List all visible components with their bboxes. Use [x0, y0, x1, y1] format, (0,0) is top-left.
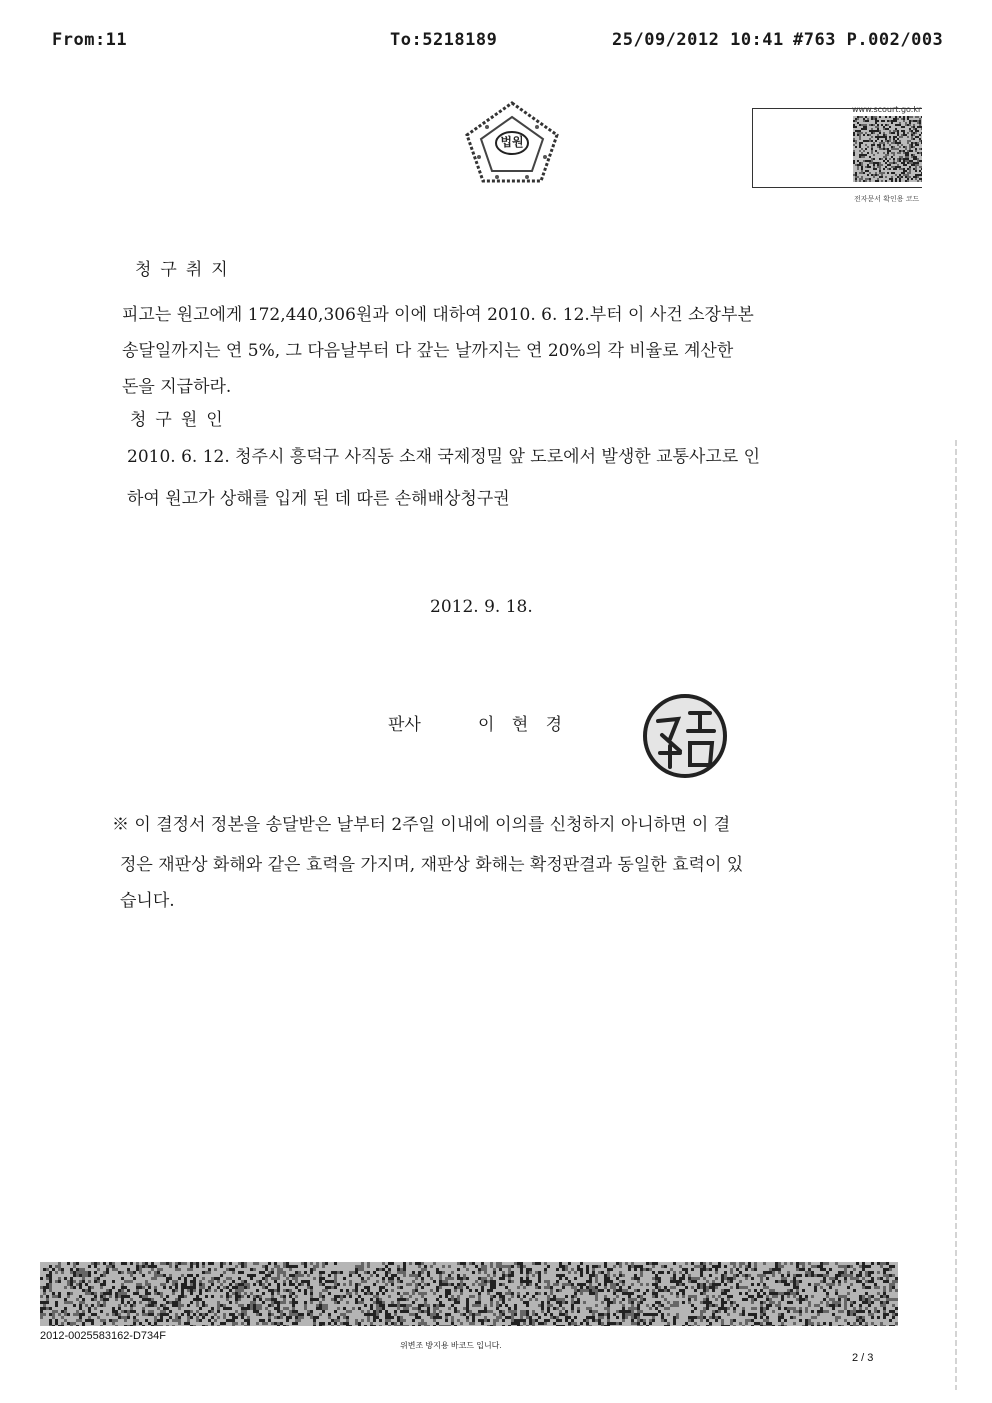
- fax-from: From:11: [52, 30, 128, 50]
- verification-caption: 전자문서 확인용 코드: [854, 195, 920, 203]
- notice-line-3: 습니다.: [120, 891, 175, 911]
- fax-page-number: #763 P.002/003: [793, 30, 944, 50]
- fax-to: To:5218189: [390, 30, 498, 50]
- judge-name: 이 현 경: [478, 715, 569, 735]
- claim-purpose-line-3: 돈을 지급하라.: [122, 377, 232, 397]
- claim-cause-line-1: 2010. 6. 12. 청주시 흥덕구 사직동 소재 국제정밀 앞 도로에서 발생한 교통사고로 인: [127, 447, 761, 467]
- court-seal-emblem: [457, 97, 567, 187]
- notice-line-1: ※ 이 결정서 정본을 송달받은 날부터 2주일 이내에 이의를 신청하지 아니하면 이 결: [112, 815, 731, 835]
- verification-url: www.scourt.go.kr: [852, 105, 922, 114]
- claim-purpose-line-1: 피고는 원고에게 172,440,306원과 이에 대하여 2010. 6. 12.부터 이 사건 소장부본: [122, 305, 754, 325]
- claim-cause-line-2: 하여 원고가 상해를 입게 된 데 따른 손해배상청구권: [127, 489, 510, 509]
- document-id: 2012-0025583162-D734F: [40, 1330, 166, 1342]
- claim-purpose-line-2: 송달일까지는 연 5%, 그 다음날부터 다 갚는 날까지는 연 20%의 각 비율로 계산한: [122, 341, 734, 361]
- scan-edge-line: [955, 440, 957, 1390]
- decision-date: 2012. 9. 18.: [430, 597, 533, 617]
- claim-purpose-heading: 청구취지: [135, 260, 237, 280]
- page-number: 2 / 3: [852, 1352, 874, 1364]
- verification-qr-code: [853, 116, 922, 182]
- court-seal-label: 법원: [500, 135, 524, 149]
- anti-forgery-barcode: [40, 1262, 898, 1326]
- fax-datetime: 25/09/2012 10:41: [612, 30, 784, 50]
- notice-line-2: 정은 재판상 화해와 같은 효력을 가지며, 재판상 화해는 확정판결과 동일한 효력이 있: [120, 855, 744, 875]
- barcode-note: 위변조 방지용 바코드 입니다.: [400, 1341, 502, 1350]
- claim-cause-heading: 청구원인: [130, 410, 232, 430]
- judge-seal-stamp: [640, 691, 730, 781]
- judge-title: 판사: [388, 715, 421, 735]
